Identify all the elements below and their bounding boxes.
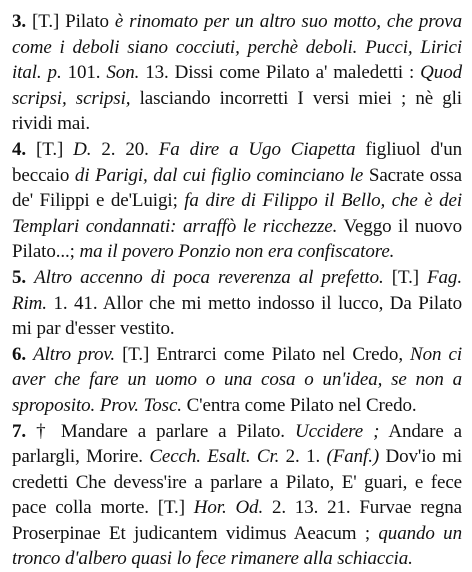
text-segment: 13. Dissi come Pilato a' maledetti : [139, 62, 420, 83]
text-segment: lasciando incorretti I versi miei ; nè gli rividi mai. [12, 88, 462, 135]
italic-text: quando un tronco d'albero quasi lo fece rimanere alla schiaccia. [12, 523, 462, 570]
text-segment: Andare a parlargli, Morire. [12, 421, 462, 468]
text-segment: figliuol d'un beccaio [12, 139, 462, 186]
text-segment: Veggo il nuovo Pilato...; [12, 216, 462, 263]
text-segment: 2. 13. 21. Furvae regna Proserpinae Et judicantem vidimus Aeacum ; [12, 497, 462, 544]
text-segment: 2. 1. [279, 446, 326, 467]
entry-3 [12, 9, 462, 137]
italic-text: D. [73, 139, 91, 160]
entry-number: 7. [12, 421, 36, 442]
text-segment: C'entra come Pilato nel Credo. [182, 395, 417, 416]
text-segment: 2. 20. [91, 139, 158, 160]
italic-text: è rinomato per un altro suo motto, che prova come i deboli siano cocciuti, perchè deboli. Pucci, Lirici ital. p. [12, 11, 462, 83]
text-segment: 101. [62, 62, 107, 83]
italic-text: Son. [106, 62, 139, 83]
italic-text: Non ci aver che fare un uomo o una cosa o un'idea, se non a sproposito. Prov. Tosc. [12, 344, 462, 416]
italic-text: di Parigi, dal cui figlio cominciano le [75, 165, 363, 186]
text-segment: † Mandare a parlare a Pilato. [36, 421, 295, 442]
italic-text: Uccidere ; [295, 421, 379, 442]
text-segment: [T.] [384, 267, 427, 288]
entry-number: 5. [12, 267, 34, 288]
entry-6 [12, 342, 462, 419]
text-segment: 1. 41. Allor che mi metto indosso il lucco, Da Pilato mi par d'esser vestito. [12, 293, 462, 340]
text-segment: [T.] Entrarci come Pilato nel Credo, [115, 344, 410, 365]
italic-text: Hor. Od. [194, 497, 263, 518]
entry-number: 6. [12, 344, 33, 365]
entry-4 [12, 137, 462, 265]
italic-text: fa dire di Filippo il Bello, che è dei Templari condannati: arraffò le ricchezze. [12, 190, 462, 237]
italic-text: Quod scripsi, scripsi, [12, 62, 462, 109]
entry-number: 3. [12, 11, 32, 32]
text-segment: Sacrate ossa de' Filippi e de'Luigi; [12, 165, 462, 212]
italic-text: Cecch. Esalt. Cr. [149, 446, 279, 467]
italic-text: Fa dire a Ugo Ciapetta [159, 139, 356, 160]
italic-text: Altro accenno di poca reverenza al prefetto. [34, 267, 384, 288]
entry-7 [12, 419, 462, 572]
entry-5 [12, 265, 462, 342]
italic-text: Fag. Rim. [12, 267, 462, 314]
text-segment: [T.] Pilato [32, 11, 115, 32]
italic-text: Altro prov. [33, 344, 115, 365]
italic-text: ma il povero Ponzio non era confiscatore. [80, 241, 395, 262]
entry-number: 4. [12, 139, 36, 160]
text-segment: Dov'io mi credetti Che devess'ire a parlare a Pilato, E' guari, e fece pace colla morte. [T.] [12, 446, 462, 518]
text-segment: [T.] [36, 139, 73, 160]
italic-text: (Fanf.) [327, 446, 380, 467]
